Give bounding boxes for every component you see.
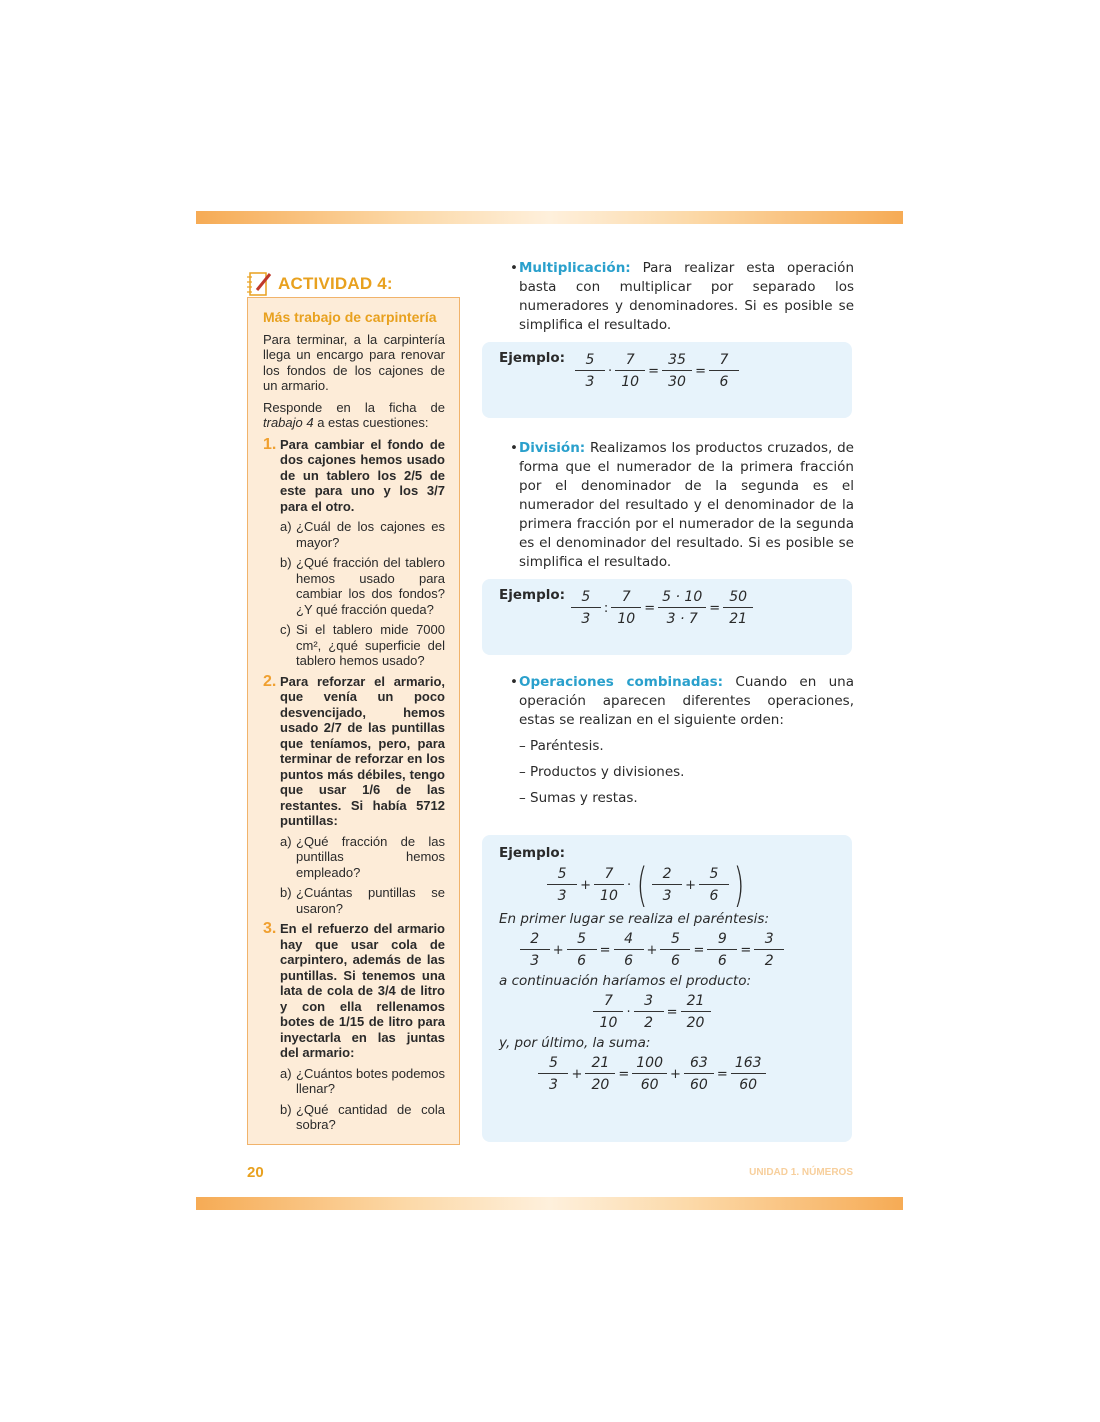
division-text: Realizamos los productos cruzados, de forma que el numerador de la primera fracción por el denominador de la segunda es el numerador del resultado y el denominador de la primera fracción por el numerador de la segunda es el denominador del resultado. Si es posible se simplifica el resultado. bbox=[519, 440, 854, 570]
denominator: 60 bbox=[739, 1077, 758, 1093]
operator: = bbox=[693, 942, 705, 958]
fraction bbox=[538, 1055, 568, 1093]
numerator: 3 bbox=[634, 993, 664, 1012]
operator: + bbox=[580, 877, 591, 893]
fraction bbox=[611, 589, 641, 627]
numerator: 163 bbox=[731, 1055, 766, 1074]
operator: = bbox=[695, 363, 706, 379]
numerator: 5 bbox=[567, 931, 597, 950]
denominator: 2 bbox=[764, 953, 774, 969]
question-text: Para cambiar el fondo de dos cajones hemos usado de un tablero los 2/5 de este para uno y los 3/7 para el otro. bbox=[280, 436, 445, 514]
sub-question-letter: a) bbox=[280, 1065, 292, 1081]
sub-question-letter: c) bbox=[280, 622, 291, 637]
question-item bbox=[263, 437, 445, 515]
step2-label: a continuación haríamos el producto: bbox=[499, 973, 752, 989]
fraction bbox=[707, 931, 737, 969]
denominator: 3 bbox=[581, 611, 591, 627]
numerator: 63 bbox=[684, 1055, 714, 1074]
denominator: 60 bbox=[640, 1077, 659, 1093]
denominator: 20 bbox=[686, 1015, 705, 1031]
step1-expression bbox=[469, 931, 835, 969]
example-box-division bbox=[482, 579, 852, 655]
denominator: 6 bbox=[717, 953, 727, 969]
fraction bbox=[571, 589, 601, 627]
denominator: 3 bbox=[530, 953, 540, 969]
numerator: 100 bbox=[632, 1055, 667, 1074]
activity-intro: Para terminar, a la carpintería llega un encargo para renovar los fondos de los cajones de un armario. bbox=[263, 331, 445, 393]
question-list bbox=[263, 437, 445, 1133]
parenthesis: ) bbox=[733, 858, 745, 912]
denominator: 6 bbox=[670, 953, 680, 969]
fraction bbox=[684, 1055, 714, 1093]
numerator: 5 bbox=[575, 352, 605, 371]
step1-label: En primer lugar se realiza el paréntesis: bbox=[499, 911, 770, 927]
operator: = bbox=[666, 1004, 678, 1020]
numerator: 5 bbox=[538, 1055, 568, 1074]
sub-question-letter: a) bbox=[280, 519, 292, 534]
instruction-emphasis: trabajo 4 bbox=[263, 415, 314, 430]
multiplication-section bbox=[510, 259, 854, 335]
numerator: 5 bbox=[660, 931, 690, 950]
division-keyword: División: bbox=[519, 440, 586, 456]
sub-question-letter: a) bbox=[280, 833, 292, 849]
numerator: 5 bbox=[571, 589, 601, 608]
numerator: 35 bbox=[662, 352, 692, 371]
fraction bbox=[585, 1055, 615, 1093]
page-number: 20 bbox=[247, 1164, 264, 1181]
step2-expression bbox=[469, 993, 835, 1031]
fraction bbox=[615, 352, 645, 390]
sub-question-text: ¿Qué fracción de las puntillas hemos empleado? bbox=[296, 833, 445, 880]
example-label: Ejemplo: bbox=[499, 587, 566, 603]
example-box-multiplication bbox=[482, 342, 852, 418]
sub-question-text: ¿Cuántos botes podemos llenar? bbox=[296, 1065, 445, 1096]
denominator: 10 bbox=[600, 888, 618, 904]
fraction bbox=[575, 352, 605, 390]
fraction bbox=[699, 866, 729, 904]
numerator: 21 bbox=[681, 993, 711, 1012]
numerator: 9 bbox=[707, 931, 737, 950]
fraction bbox=[634, 993, 664, 1031]
sub-question-letter: b) bbox=[280, 1101, 292, 1117]
question-number: 2. bbox=[263, 672, 277, 690]
fraction bbox=[593, 993, 623, 1031]
numerator: 4 bbox=[614, 931, 644, 950]
fraction bbox=[567, 931, 597, 969]
denominator: 3 bbox=[585, 374, 595, 390]
denominator: 6 bbox=[719, 374, 729, 390]
operator: = bbox=[709, 600, 721, 616]
fraction bbox=[731, 1055, 766, 1093]
numerator: 7 bbox=[615, 352, 645, 371]
operator: · bbox=[608, 363, 613, 379]
numerator: 5 · 10 bbox=[658, 589, 706, 608]
operator: = bbox=[644, 600, 656, 616]
fraction bbox=[658, 589, 706, 627]
denominator: 20 bbox=[591, 1077, 610, 1093]
denominator: 10 bbox=[617, 611, 636, 627]
operator: = bbox=[599, 942, 611, 958]
sub-question-letter: b) bbox=[280, 555, 292, 570]
operator: = bbox=[740, 942, 752, 958]
numerator: 7 bbox=[709, 352, 739, 371]
order-item: – Paréntesis. bbox=[519, 738, 604, 754]
numerator: 2 bbox=[520, 931, 550, 950]
operator: + bbox=[552, 942, 564, 958]
denominator: 3 bbox=[548, 1077, 558, 1093]
sub-question-letter: b) bbox=[280, 885, 292, 900]
sub-question-text: ¿Cuál de los cajones es mayor? bbox=[296, 519, 445, 550]
sub-question bbox=[280, 834, 445, 881]
question-item bbox=[263, 921, 445, 1061]
instruction-text: Responde en la ficha de bbox=[263, 399, 445, 415]
step3-expression bbox=[469, 1055, 835, 1093]
unit-label: UNIDAD 1. NÚMEROS bbox=[749, 1167, 853, 1178]
example-label: Ejemplo: bbox=[499, 350, 566, 366]
sub-question bbox=[280, 1066, 445, 1097]
denominator: 6 bbox=[624, 953, 633, 969]
sub-question-text: ¿Cuántas puntillas se usaron? bbox=[296, 885, 445, 916]
denominator: 2 bbox=[644, 1015, 654, 1031]
instruction-text: a estas cuestiones: bbox=[313, 415, 429, 430]
bullet-icon: • bbox=[510, 674, 518, 690]
fraction bbox=[632, 1055, 667, 1093]
sub-question-text: ¿Qué cantidad de cola sobra? bbox=[296, 1101, 445, 1132]
numerator: 7 bbox=[594, 866, 624, 885]
bullet-icon: • bbox=[510, 440, 518, 456]
denominator: 6 bbox=[577, 953, 587, 969]
sub-question bbox=[280, 519, 445, 550]
order-item: – Productos y divisiones. bbox=[519, 764, 685, 780]
fraction bbox=[660, 931, 690, 969]
numerator: 7 bbox=[593, 993, 623, 1012]
sub-question bbox=[280, 622, 445, 669]
operator: + bbox=[685, 877, 696, 893]
fraction bbox=[594, 866, 624, 904]
operator: = bbox=[716, 1066, 728, 1082]
sub-question bbox=[280, 555, 445, 617]
fraction bbox=[547, 866, 577, 904]
fraction bbox=[520, 931, 550, 969]
example-box-combined bbox=[482, 835, 852, 1142]
step3-label: y, por último, la suma: bbox=[499, 1035, 651, 1051]
sub-question bbox=[280, 1102, 445, 1133]
denominator: 3 bbox=[557, 888, 567, 904]
multiplication-keyword: Multiplicación: bbox=[519, 260, 631, 276]
operator: = bbox=[618, 1066, 630, 1082]
denominator: 10 bbox=[599, 1015, 618, 1031]
operator: + bbox=[646, 942, 658, 958]
activity-title: ACTIVIDAD 4: bbox=[278, 274, 393, 293]
question-number: 1. bbox=[263, 435, 277, 453]
top-decorative-bar bbox=[196, 211, 903, 224]
denominator: 6 bbox=[709, 888, 719, 904]
fraction bbox=[681, 993, 711, 1031]
combined-text: Cuando en una operación aparecen diferentes operaciones, estas se realizan en el siguiente orden: bbox=[519, 674, 854, 728]
question-text: En el refuerzo del armario hay que usar cola de carpintero, además de las puntillas. Si tenemos una lata de cola de 3/4 de litro y con ella rellenamos botes de 1/15 de litro para inyectarla en las juntas del armario: bbox=[280, 921, 445, 1060]
example-label: Ejemplo: bbox=[499, 845, 566, 861]
operator: · bbox=[626, 877, 632, 893]
numerator: 5 bbox=[699, 866, 729, 885]
denominator: 3 bbox=[662, 888, 672, 904]
numerator: 50 bbox=[723, 589, 753, 608]
activity-box bbox=[247, 297, 460, 1145]
sub-question-text: Si el tablero mide 7000 cm², ¿qué superficie del tablero hemos usado? bbox=[296, 622, 445, 668]
bullet-icon: • bbox=[510, 260, 518, 276]
combined-example-expression bbox=[459, 858, 835, 912]
fraction bbox=[723, 589, 753, 627]
question-item bbox=[263, 674, 445, 829]
bottom-decorative-bar bbox=[196, 1197, 903, 1210]
fraction bbox=[709, 352, 739, 390]
parenthesis: ( bbox=[636, 858, 648, 912]
multiplication-text: Para realizar esta operación basta con multiplicar por separado los numeradores y denominadores. Si es posible se simplifica el resultado. bbox=[519, 260, 854, 333]
activity-box-title: Más trabajo de carpintería bbox=[263, 309, 437, 325]
fraction bbox=[754, 931, 784, 969]
question-text: Para reforzar el armario, que venía un poco desvencijado, hemos usado 2/7 de las puntillas que teníamos, pero, para terminar de reforzar en los puntos más débiles, tengo que usar 1/6 de las restantes. Si había 5712 puntillas: bbox=[280, 673, 445, 828]
order-item: – Sumas y restas. bbox=[519, 790, 638, 806]
denominator: 30 bbox=[668, 374, 686, 390]
denominator: 60 bbox=[689, 1077, 708, 1093]
fraction bbox=[662, 352, 692, 390]
fraction bbox=[652, 866, 682, 904]
question-number: 3. bbox=[263, 920, 277, 937]
denominator: 10 bbox=[621, 374, 640, 390]
fraction bbox=[614, 931, 644, 969]
sub-question bbox=[280, 885, 445, 916]
numerator: 2 bbox=[652, 866, 682, 885]
operator: + bbox=[670, 1066, 681, 1082]
numerator: 3 bbox=[754, 931, 784, 950]
combined-keyword: Operaciones combinadas: bbox=[519, 674, 724, 690]
operator: · bbox=[626, 1004, 631, 1020]
numerator: 7 bbox=[611, 589, 641, 608]
denominator: 21 bbox=[729, 611, 748, 627]
activity-instruction bbox=[263, 400, 445, 431]
operator: = bbox=[648, 363, 660, 379]
sub-question-text: ¿Qué fracción del tablero hemos usado para cambiar los dos fondos? ¿Y qué fracción queda? bbox=[296, 555, 445, 617]
numerator: 5 bbox=[547, 866, 577, 885]
notebook-pencil-icon bbox=[246, 270, 272, 298]
combined-section bbox=[510, 673, 854, 808]
operator: : bbox=[603, 600, 609, 616]
numerator: 21 bbox=[585, 1055, 615, 1074]
division-section bbox=[510, 439, 854, 572]
operator: + bbox=[571, 1066, 583, 1082]
denominator: 3 · 7 bbox=[666, 611, 698, 627]
